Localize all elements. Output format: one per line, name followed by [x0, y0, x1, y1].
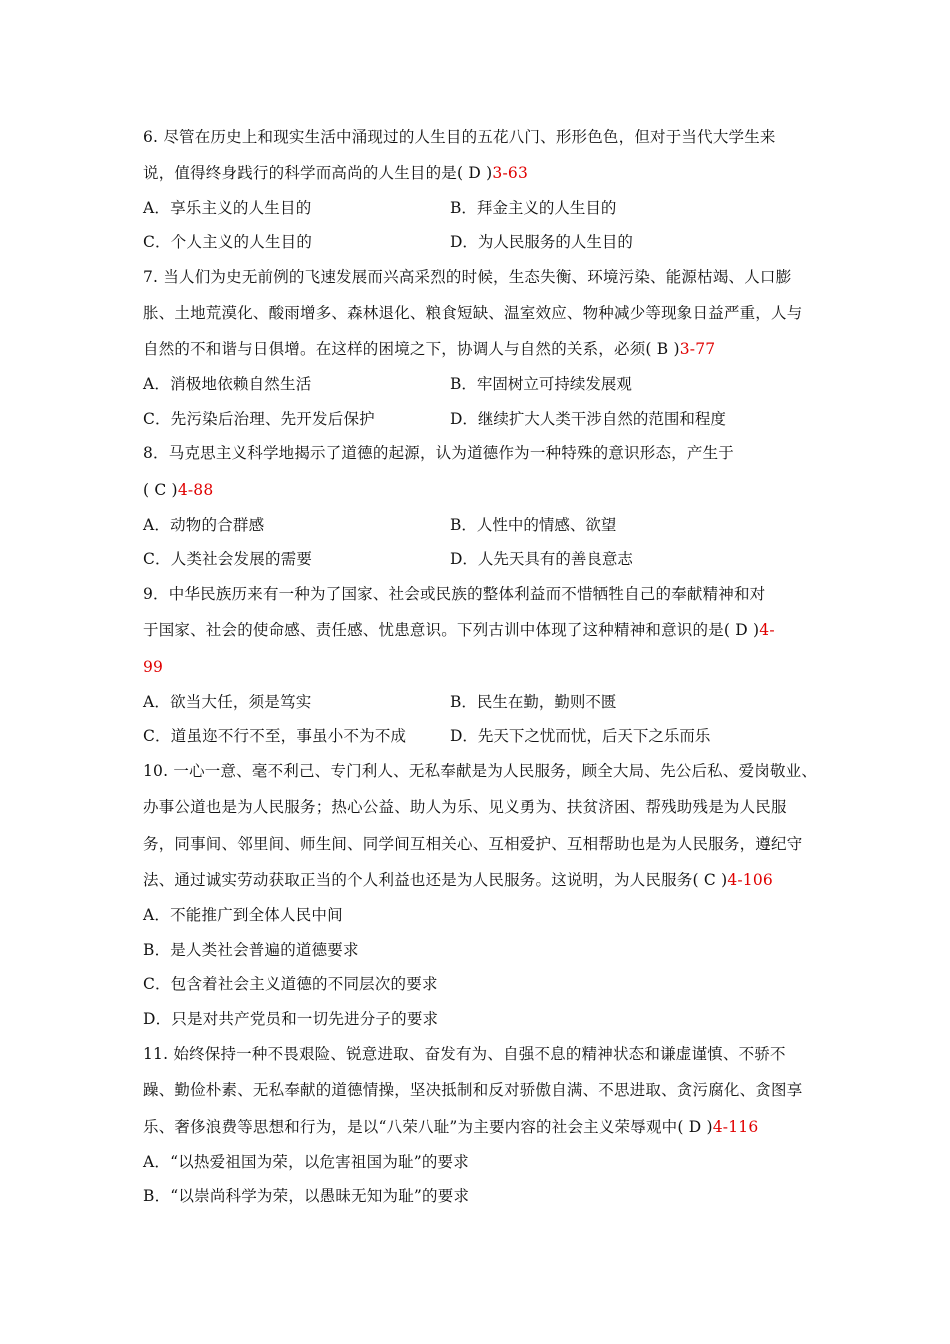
q11-page-reference: 4-116 — [712, 1118, 759, 1136]
q7-stem-line-3 — [143, 339, 715, 359]
q6-stem-line-2 — [143, 163, 528, 183]
q8-option-c: C．人类社会发展的需要 — [143, 550, 313, 568]
q6-option-row-1 — [143, 198, 311, 218]
q7-option-b: B．牢固树立可持续发展观 — [450, 375, 632, 393]
q10-option-b: B．是人类社会普遍的道德要求 — [143, 941, 359, 959]
q7-option-c: C．先污染后治理、先开发后保护 — [143, 410, 375, 428]
q10-page-reference: 4-106 — [727, 871, 773, 889]
q7-option-d: D．继续扩大人类干涉自然的范围和程度 — [450, 410, 726, 428]
q11-stem-line-3 — [143, 1117, 758, 1137]
q9-option-c: C．道虽迩不行不至，事虽小不为不成 — [143, 727, 407, 745]
q6-option-a: A．享乐主义的人生目的 — [143, 199, 312, 217]
q7-stem-text: 自然的不和谐与日俱增。在这样的困境之下，协调人与自然的关系，必须( B ) — [143, 340, 680, 358]
q10-option-d: D．只是对共产党员和一切先进分子的要求 — [143, 1010, 439, 1028]
q9-page-reference-part-2: 99 — [143, 658, 164, 676]
q9-option-a: A．欲当大任，须是笃实 — [143, 693, 312, 711]
q9-option-d: D．先天下之忧而忧，后天下之乐而乐 — [450, 727, 711, 745]
q6-stem-line-1: 6. 尽管在历史上和现实生活中涌现过的人生目的五花八门、形形色色，但对于当代大学生来 — [143, 128, 776, 146]
q6-option-c: C．个人主义的人生目的 — [143, 233, 313, 251]
q8-stem-text: ( C ) — [143, 481, 178, 499]
q8-page-reference: 4-88 — [177, 481, 214, 499]
q8-option-a: A．动物的合群感 — [143, 516, 265, 534]
q8-stem-line-1: 8．马克思主义科学地揭示了道德的起源，认为道德作为一种特殊的意识形态，产生于 — [143, 444, 734, 462]
q9-page-reference-part-1: 4- — [759, 621, 775, 639]
q10-stem-text: 法、通过诚实劳动获取正当的个人利益也还是为人民服务。这说明，为人民服务( C ) — [143, 871, 728, 889]
q9-stem-line-1: 9．中华民族历来有一种为了国家、社会或民族的整体利益而不惜牺牲自己的奉献精神和对 — [143, 585, 766, 603]
q8-option-b: B．人性中的情感、欲望 — [450, 516, 617, 534]
q10-option-a: A．不能推广到全体人民中间 — [143, 906, 343, 924]
q11-option-b: B．“以崇尚科学为荣，以愚昧无知为耻”的要求 — [143, 1187, 470, 1205]
q10-option-c: C．包含着社会主义道德的不同层次的要求 — [143, 975, 438, 993]
q8-option-d: D．人先天具有的善良意志 — [450, 550, 633, 568]
q10-stem-line-1: 10. 一心一意、毫不利己、专门利人、无私奉献是为人民服务，顾全大局、先公后私、爱岗敬业、 — [143, 762, 818, 780]
q9-stem-text: 于国家、社会的使命感、责任感、忧患意识。下列古训中体现了这种精神和意识的是( D ) — [143, 621, 760, 639]
q11-stem-text: 乐、奢侈浪费等思想和行为，是以“八荣八耻”为主要内容的社会主义荣辱观中( D ) — [143, 1118, 713, 1136]
q10-stem-line-2: 办事公道也是为人民服务；热心公益、助人为乐、见义勇为、扶贫济困、帮残助残是为人民服 — [143, 798, 787, 816]
q11-stem-line-1: 11. 始终保持一种不畏艰险、锐意进取、奋发有为、自强不息的精神状态和谦虚谨慎、不骄不 — [143, 1045, 786, 1063]
q6-page-reference: 3-63 — [492, 164, 529, 182]
q6-stem-text: 说，值得终身践行的科学而高尚的人生目的是( D ) — [143, 164, 493, 182]
q10-stem-line-3: 务，同事间、邻里间、师生间、同学间互相关心、互相爱护、互相帮助也是为人民服务，遵纪守 — [143, 835, 803, 853]
q7-option-a: A．消极地依赖自然生活 — [143, 375, 312, 393]
q9-option-b: B．民生在勤，勤则不匮 — [450, 693, 617, 711]
q9-stem-line-2 — [143, 620, 775, 640]
q7-page-reference: 3-77 — [679, 340, 716, 358]
q11-stem-line-2: 躁、勤俭朴素、无私奉献的道德情操，坚决抵制和反对骄傲自满、不思进取、贪污腐化、贪图享 — [143, 1081, 803, 1099]
q6-option-d: D．为人民服务的人生目的 — [450, 233, 633, 251]
q7-stem-line-1: 7. 当人们为史无前例的飞速发展而兴高采烈的时候，生态失衡、环境污染、能源枯竭、人口膨 — [143, 268, 792, 286]
q6-option-b: B．拜金主义的人生目的 — [450, 199, 617, 217]
q11-option-a: A．“以热爱祖国为荣，以危害祖国为耻”的要求 — [143, 1153, 469, 1171]
q10-stem-line-4 — [143, 870, 773, 890]
q7-stem-line-2: 胀、土地荒漠化、酸雨增多、森林退化、粮食短缺、温室效应、物种减少等现象日益严重，人与 — [143, 304, 803, 322]
q8-stem-line-2 — [143, 480, 213, 500]
